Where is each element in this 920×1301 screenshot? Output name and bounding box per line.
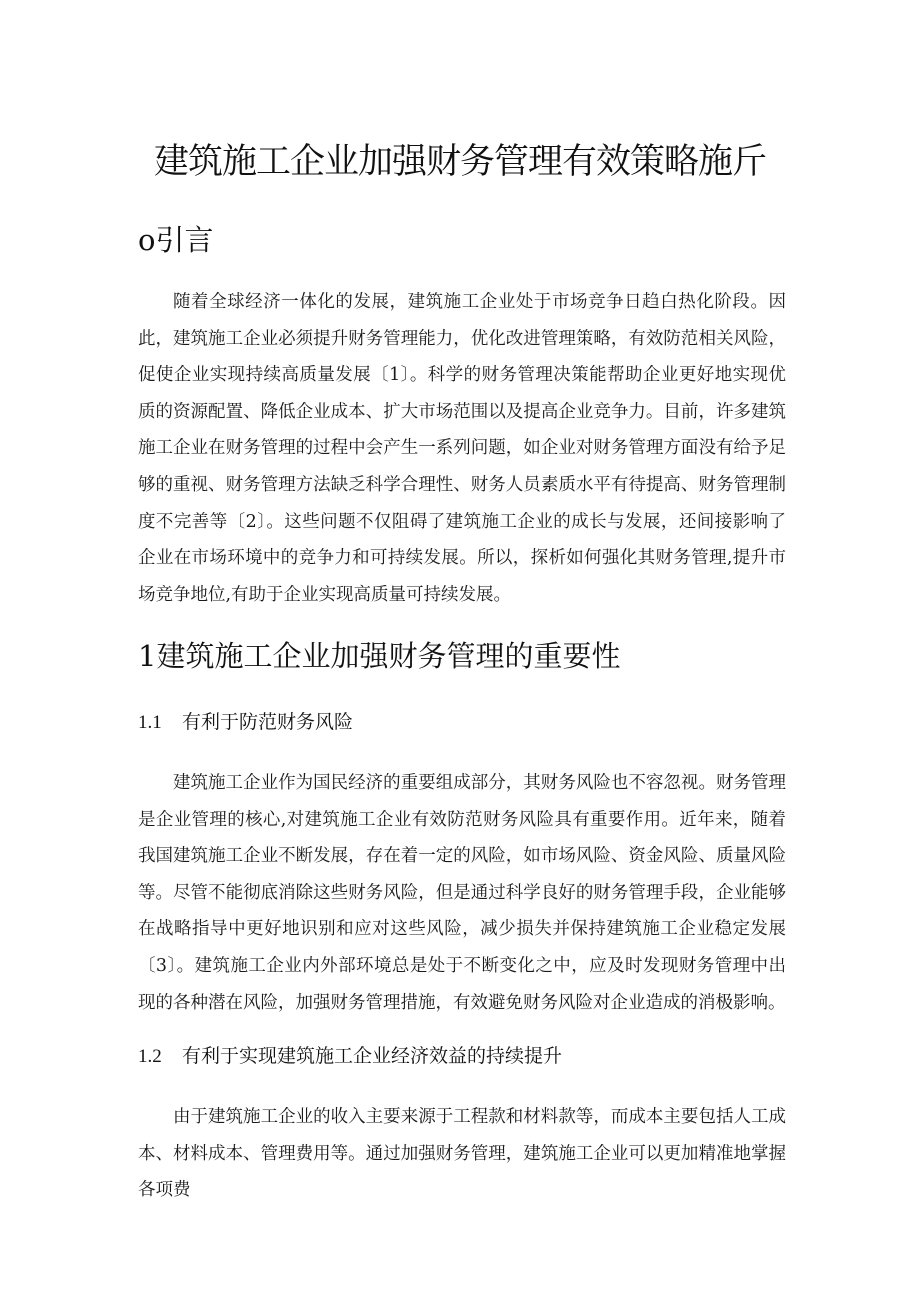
subsection-number: 1.2 [138, 1046, 162, 1067]
document-title: 建筑施工企业加强财务管理有效策略施斤 [153, 142, 766, 182]
subsection-heading-1-1 [138, 709, 353, 736]
subsection-1-2-paragraph: 由于建筑施工企业的收入主要来源于工程款和材料款等，而成本主要包括人工成本、材料成本、管理费用等。通过加强财务管理，建筑施工企业可以更加精准地掌握各项费 [138, 1107, 786, 1201]
introduction-paragraph: 随着全球经济一体化的发展，建筑施工企业处于市场竞争日趋白热化阶段。因此，建筑施工企业必须提升财务管理能力，优化改进管理策略，有效防范相关风险，促使企业实现持续高质量发展〔1〕。科学的财务管理决策能帮助企业更好地实现优质的资源配置、降低企业成本、扩大市场范围以及提高企业竞争力。目前，许多建筑施工企业在财务管理的过程中会产生一系列问题，如企业对财务管理方面没有给予足够的重视、财务管理方法缺乏科学合理性、财务人员素质水平有待提高、财务管理制度不完善等〔2〕。这些问题不仅阻碍了建筑施工企业的成长与发展，还间接影响了企业在市场环境中的竞争力和可持续发展。所以，探析如何强化其财务管理,提升市场竞争地位,有助于企业实现高质量可持续发展。 [138, 292, 786, 605]
section-heading-importance: 1建筑施工企业加强财务管理的重要性 [138, 639, 621, 673]
subsection-title: 有利于实现建筑施工企业经济效益的持续提升 [182, 1045, 563, 1067]
subsection-title: 有利于防范财务风险 [182, 711, 354, 733]
subsection-number: 1.1 [138, 712, 162, 733]
section-heading-introduction: o引言 [138, 223, 214, 257]
subsection-1-1-paragraph: 建筑施工企业作为国民经济的重要组成部分，其财务风险也不容忽视。财务管理是企业管理的核心,对建筑施工企业有效防范财务风险具有重要作用。近年来，随着我国建筑施工企业不断发展，存在着一定的风险，如市场风险、资金风险、质量风险等。尽管不能彻底消除这些财务风险，但是通过科学良好的财务管理手段，企业能够在战略指导中更好地识别和应对这些风险，减少损失并保持建筑施工企业稳定发展〔3〕。建筑施工企业内外部环境总是处于不断变化之中，应及时发现财务管理中出现的各种潜在风险，加强财务管理措施，有效避免财务风险对企业造成的消极影响。 [138, 773, 786, 1013]
subsection-heading-1-2 [138, 1043, 562, 1070]
